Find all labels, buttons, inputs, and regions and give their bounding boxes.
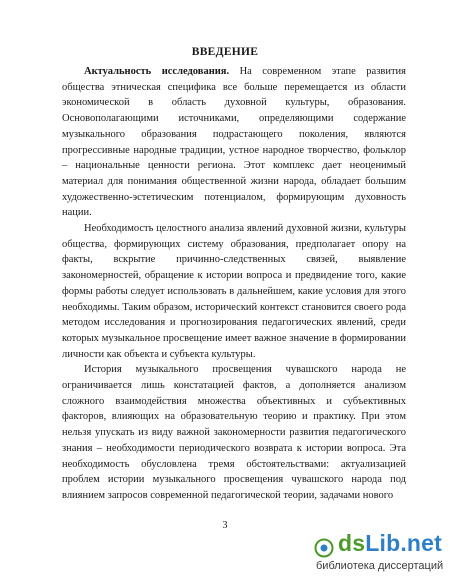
watermark-tagline: библиотека диссертаций (316, 560, 444, 572)
paragraph-2: Необходимость целостного анализа явлений духовной жизни, культуры общества, формирующих систему образования, предполагает опору на факты, вскрытие причинно-следственных связей, выявление закономерностей, обращение к истории вопроса и предвидение того, какие формы работы следует использовать в дальнейшем, какие условия для этого необходимы. Таким образом, исторический контекст становится своего рода методом исследования и прогнозирования педагогических явлений, среди которых музыкальное просвещение имеет важное значение в формировании личности как объекта и субъекта культуры. (62, 223, 406, 360)
dslib-watermark (314, 530, 444, 576)
paragraph-1 (62, 64, 406, 221)
logo-ds: ds (338, 530, 366, 556)
paragraph-1-text: На современном этапе развития общества этническая специфика все больше перемещается из области экономической в область духовной культуры, образования. Основополагающими источниками, определяющими содержание музыкального образования подрастающего поколения, являются прогрессивные народные традиции, устное народное творчество, фольклор – национальные ценности региона. Этот комплекс дает неоценимый материал для понимания общественной жизни народа, обладает большим художественно-эстетическим потенциалом, формирующим духовность нации. (62, 66, 406, 219)
page-title: ВВЕДЕНИЕ (191, 46, 259, 58)
dslib-logo-icon (314, 538, 334, 558)
logo-net: .net (400, 530, 443, 556)
page-number: 3 (222, 520, 228, 531)
logo-lib: Lib (365, 530, 401, 556)
watermark-logo (338, 530, 442, 557)
body-text (62, 64, 406, 504)
paragraph-3: История музыкального просвещения чувашского народа не ограничивается лишь констатацией фактов, а дополняется анализом сложного взаимодействия множества объективных и субъективных факторов, влияющих на образовательную теорию и практику. При этом нельзя упускать из виду важной закономерности развития педагогического знания – необходимости периодического возврата к истории вопроса. Эта необходимость обусловлена тремя обстоятельствами: актуализацией проблем истории музыкального просвещения чувашского народа под влиянием запросов современной педагогической теории, задачами нового (62, 364, 406, 501)
lead-label: Актуальность исследования. (84, 66, 230, 77)
